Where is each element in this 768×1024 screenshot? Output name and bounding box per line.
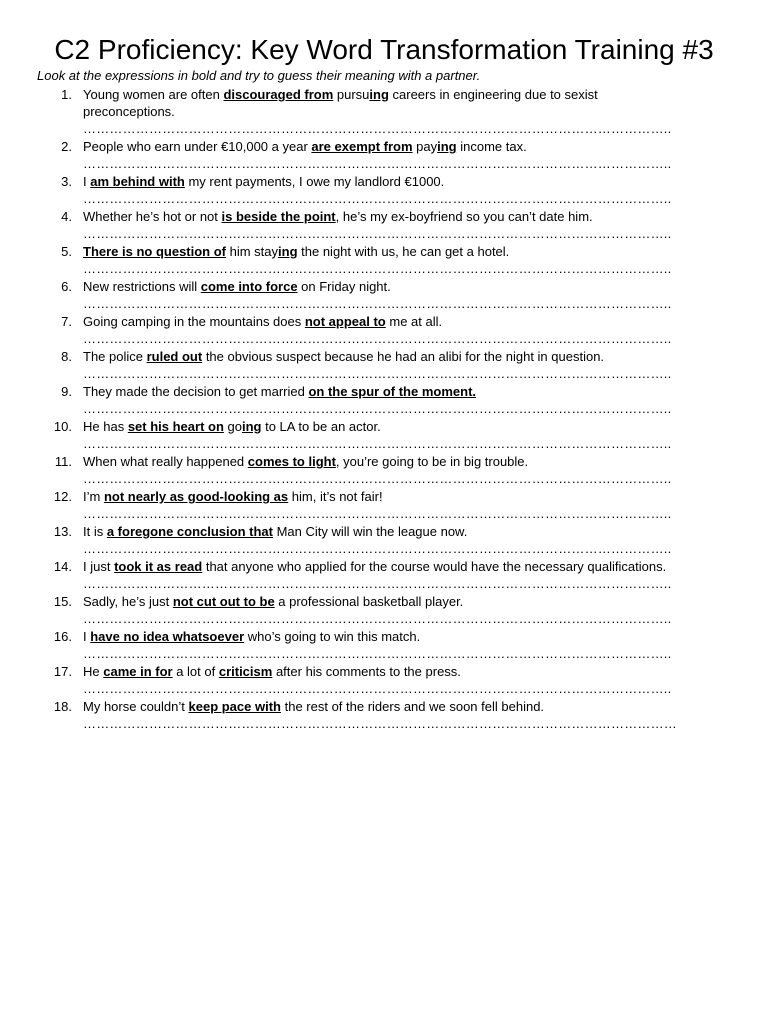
question-text — [83, 313, 723, 330]
question-text-fragment: on Friday night. — [297, 279, 391, 294]
question-body — [83, 383, 723, 418]
question-text-fragment: go — [223, 419, 242, 434]
question-list — [0, 86, 768, 733]
question-number: 1. — [61, 87, 72, 102]
question-number: 14. — [53, 559, 72, 574]
answer-line[interactable]: …………………………………………………………………………………………………………………….. — [83, 541, 672, 556]
question-text — [83, 698, 723, 715]
question-text-fragment: Sadly, he’s just — [83, 594, 173, 609]
question-item-1 — [0, 86, 768, 138]
question-item-11 — [0, 453, 768, 488]
question-item-5 — [0, 243, 768, 278]
question-text-fragment: a lot of — [172, 664, 219, 679]
key-expression: discouraged from — [223, 87, 334, 102]
question-text-fragment: him, it’s not fair! — [288, 489, 383, 504]
answer-line[interactable]: …………………………………………………………………………………………………………………….. — [83, 121, 672, 136]
key-expression: There is no question of — [83, 244, 227, 259]
verb-form-suffix: ing — [241, 419, 262, 434]
question-item-8 — [0, 348, 768, 383]
key-expression: not appeal to — [304, 314, 386, 329]
question-item-14 — [0, 558, 768, 593]
question-body — [83, 488, 723, 523]
question-body — [83, 138, 723, 173]
key-expression: set his heart on — [127, 419, 224, 434]
question-number: 3. — [61, 174, 72, 189]
question-body — [83, 558, 723, 593]
answer-line[interactable]: …………………………………………………………………………………………………………………….. — [83, 191, 672, 206]
question-number: 5. — [61, 244, 72, 259]
question-text-fragment: the night with us, he can get a hotel. — [297, 244, 510, 259]
question-text-fragment: Going camping in the mountains does — [83, 314, 305, 329]
key-expression: criticism — [218, 664, 273, 679]
question-body — [83, 453, 723, 488]
question-body — [83, 243, 723, 278]
question-item-12 — [0, 488, 768, 523]
question-text-fragment: The police — [83, 349, 147, 364]
key-expression: am behind with — [90, 174, 185, 189]
question-body — [83, 208, 723, 243]
answer-line[interactable]: …………………………………………………………………………………………………………………….. — [83, 646, 672, 661]
question-text-fragment: People who earn under €10,000 a year — [83, 139, 312, 154]
question-text-fragment: a professional basketball player. — [274, 594, 464, 609]
question-text — [83, 173, 723, 190]
question-text — [83, 523, 723, 540]
question-item-18 — [0, 698, 768, 733]
key-expression: took it as read — [114, 559, 203, 574]
verb-form-suffix: ing — [437, 139, 457, 154]
key-expression: a foregone conclusion that — [106, 524, 273, 539]
answer-line[interactable]: …………………………………………………………………………………………………………………….. — [83, 506, 672, 521]
question-number: 16. — [53, 629, 72, 644]
key-expression: comes to light — [247, 454, 336, 469]
question-number: 15. — [53, 594, 72, 609]
question-item-16 — [0, 628, 768, 663]
answer-line[interactable]: …………………………………………………………………………………………………………………….. — [83, 611, 672, 626]
question-text-fragment: after his comments to the press. — [272, 664, 461, 679]
answer-line[interactable]: …………………………………………………………………………………………………………………….. — [83, 331, 672, 346]
question-item-9 — [0, 383, 768, 418]
question-text-fragment: Man City will win the league now. — [272, 524, 468, 539]
question-text-fragment: I — [83, 174, 91, 189]
question-number: 2. — [61, 139, 72, 154]
question-item-15 — [0, 593, 768, 628]
question-text-fragment: my rent payments, I owe my landlord €1000. — [184, 174, 445, 189]
question-item-2 — [0, 138, 768, 173]
question-body — [83, 313, 723, 348]
answer-line[interactable]: …………………………………………………………………………………………………………………….. — [83, 401, 672, 416]
key-expression: are exempt from — [311, 139, 413, 154]
question-text — [83, 86, 683, 120]
question-text-fragment: My horse couldn’t — [83, 699, 189, 714]
question-text — [83, 488, 723, 505]
question-item-3 — [0, 173, 768, 208]
question-text-fragment: He — [83, 664, 104, 679]
page-title: C2 Proficiency: Key Word Transformation Training #3 — [54, 34, 714, 65]
question-text-fragment: He has — [83, 419, 128, 434]
question-body — [83, 523, 723, 558]
question-text-fragment: who’s going to win this match. — [244, 629, 421, 644]
key-expression: is beside the point — [221, 209, 336, 224]
question-number: 17. — [53, 664, 72, 679]
question-item-6 — [0, 278, 768, 313]
question-text-fragment: Whether he’s hot or not — [83, 209, 222, 224]
answer-line[interactable]: …………………………………………………………………………………………………………………….. — [83, 261, 672, 276]
question-number: 18. — [53, 699, 72, 714]
verb-form-suffix: ing — [278, 244, 298, 259]
question-text-fragment: the rest of the riders and we soon fell behind. — [280, 699, 545, 714]
question-text — [83, 628, 723, 645]
question-text-fragment: , you’re going to be in big trouble. — [335, 454, 529, 469]
key-expression: keep pace with — [188, 699, 281, 714]
question-number: 13. — [53, 524, 72, 539]
question-number: 6. — [61, 279, 72, 294]
answer-line[interactable]: …………………………………………………………………………………………………………………….. — [83, 366, 672, 381]
key-expression: not cut out to be — [172, 594, 275, 609]
question-body — [83, 278, 723, 313]
key-expression: came in for — [103, 664, 173, 679]
question-item-7 — [0, 313, 768, 348]
key-expression: ruled out — [146, 349, 203, 364]
question-text — [83, 208, 723, 225]
answer-line[interactable]: …………………………………………………………………………………………………………………….. — [83, 296, 672, 311]
question-text — [83, 138, 723, 155]
question-number: 7. — [61, 314, 72, 329]
instruction-text: Look at the expressions in bold and try to guess their meaning with a partner. — [37, 68, 481, 83]
answer-line[interactable]: …………………………………………………………………………………………………………………….. — [83, 156, 672, 171]
question-item-10 — [0, 418, 768, 453]
question-body — [83, 86, 723, 138]
answer-line[interactable]: …………………………………………………………………………………………………………………….. — [83, 681, 672, 696]
question-text-fragment: him stay — [226, 244, 279, 259]
question-body — [83, 663, 723, 698]
verb-form-suffix: ing — [369, 87, 389, 102]
question-text-fragment: It is — [83, 524, 107, 539]
question-text-fragment: Young women are often — [83, 87, 224, 102]
question-body — [83, 593, 723, 628]
question-text-fragment: pay — [412, 139, 438, 154]
question-number: 10. — [53, 419, 72, 434]
key-expression: have no idea whatsoever — [90, 629, 245, 644]
question-item-13 — [0, 523, 768, 558]
question-body — [83, 348, 723, 383]
question-text-fragment: I’m — [83, 489, 104, 504]
question-text-fragment: , he’s my ex-boyfriend so you can’t date him. — [335, 209, 593, 224]
answer-line[interactable]: …………………………………………………………………………………………………………………….. — [83, 576, 672, 591]
question-number: 8. — [61, 349, 72, 364]
question-text-fragment: I just — [83, 559, 115, 574]
question-text — [83, 663, 723, 680]
question-text-fragment: careers in engineering due to sexist preconceptions. — [83, 87, 598, 119]
question-item-4 — [0, 208, 768, 243]
answer-line[interactable]: …………………………………………………………………………………………………………………….. — [83, 436, 672, 451]
question-text — [83, 243, 723, 260]
question-body — [83, 418, 723, 453]
answer-line[interactable]: …………………………………………………………………………………………………………………….. — [83, 471, 672, 486]
question-text-fragment: They made the decision to get married — [83, 384, 309, 399]
question-text — [83, 383, 723, 400]
question-text — [83, 348, 723, 365]
question-text-fragment: that anyone who applied for the course would have the necessary qualifications. — [202, 559, 667, 574]
question-body — [83, 628, 723, 663]
question-number: 9. — [61, 384, 72, 399]
question-text — [83, 418, 723, 435]
question-text-fragment: to LA to be an actor. — [261, 419, 381, 434]
answer-line[interactable]: …………………………………………………………………………………………………………………….. — [83, 226, 672, 241]
question-text — [83, 593, 723, 610]
question-text — [83, 278, 723, 295]
question-text-fragment: New restrictions will — [83, 279, 201, 294]
question-number: 4. — [61, 209, 72, 224]
question-text-fragment: When what really happened — [83, 454, 248, 469]
question-number: 11. — [54, 454, 72, 469]
question-text — [83, 453, 723, 470]
answer-line[interactable]: ……………………………………………………………………………………………………………………… — [83, 716, 677, 731]
question-body — [83, 173, 723, 208]
key-expression: come into force — [200, 279, 298, 294]
question-text-fragment: the obvious suspect because he had an alibi for the night in question. — [202, 349, 605, 364]
question-text-fragment: me at all. — [385, 314, 443, 329]
question-text-fragment: income tax. — [456, 139, 527, 154]
question-item-17 — [0, 663, 768, 698]
question-text-fragment: I — [83, 629, 91, 644]
key-expression: on the spur of the moment. — [308, 384, 477, 399]
key-expression: not nearly as good-looking as — [103, 489, 289, 504]
question-number: 12. — [53, 489, 72, 504]
question-text — [83, 558, 723, 575]
question-body — [83, 698, 723, 733]
question-text-fragment: pursu — [333, 87, 370, 102]
